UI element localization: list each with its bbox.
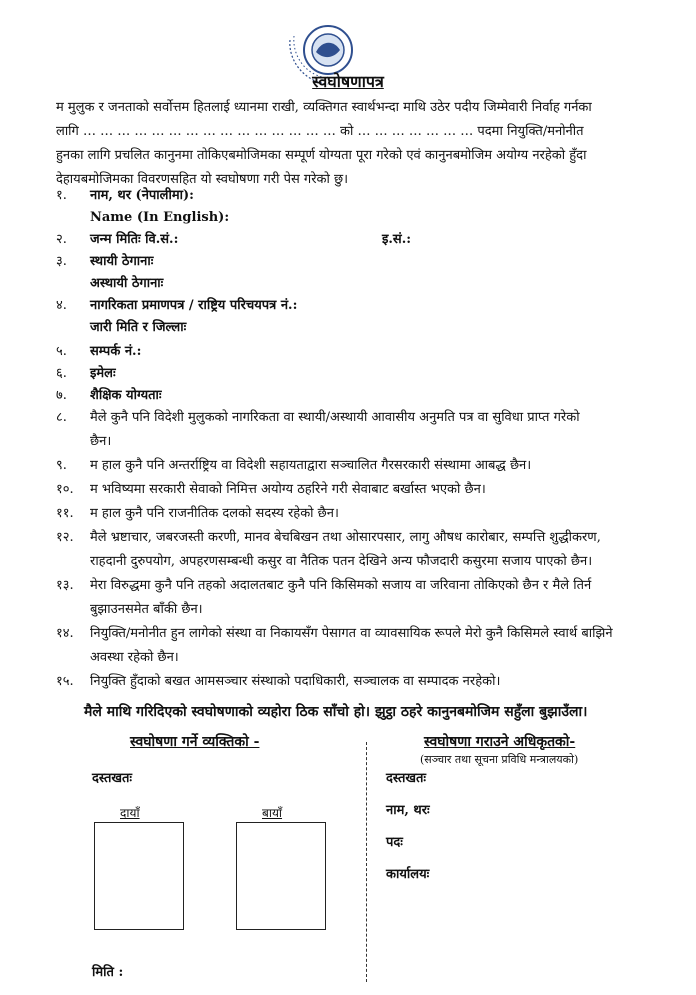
item-number: ७. [56,388,67,403]
statement-line: म हाल कुनै पनि अन्तर्राष्ट्रिय वा विदेशी सहायताद्वारा सञ्चालित गैरसरकारी संस्थामा आबद्ध छैन। [90,458,532,473]
statement-line: नियुक्ति हुँदाको बखत आमसञ्चार संस्थाको पदाधिकारी, सञ्चालक वा सम्पादक नरहेको। [90,674,501,689]
statement-10 [56,478,640,502]
field-label: अस्थायी ठेगानाः [90,276,164,291]
statement-line: नियुक्ति/मनोनीत हुन लागेको संस्था वा निकायसँग पेसागत वा व्यावसायिक रूपले मेरो कुनै किसिमले स्वार्थ बाझिने [90,626,613,641]
field-email [56,362,640,386]
item-number: ६. [56,366,67,381]
field-label: Name (In English): [90,210,230,225]
left-thumb-label: बायाँ [262,806,283,820]
field-label-ad: इ.सं.: [382,232,412,247]
field-name-english [56,206,640,230]
item-number: ४. [56,298,67,313]
field-temporary-address [56,272,640,296]
item-number: ३. [56,254,67,269]
field-label: नाम, थर (नेपालीमा): [90,188,194,203]
page-title: स्वघोषणापत्र [312,72,384,91]
item-number: १५. [56,674,74,689]
item-number: ९. [56,458,67,473]
date-label: मिति : [92,965,124,980]
statement-15 [56,670,640,694]
intro-line: हुनका लागि प्रचलित कानुनमा तोकिएबमोजिमका सम्पूर्ण योग्यता पूरा गरेको एवं कानुनबमोजिम अयोग्य नरहेको हुँदा [56,148,587,163]
right-thumbprint-box [94,822,184,930]
field-contact [56,340,640,364]
statement-9 [56,454,640,478]
field-issue-date-district [56,316,640,340]
field-label: शैक्षिक योग्यताः [90,388,162,403]
field-education [56,384,640,408]
item-number: १०. [56,482,74,497]
officer-post-label: पदः [386,835,403,850]
field-label: जारी मिति र जिल्लाः [90,320,187,335]
intro-line: म मुलुक र जनताको सर्वोत्तम हितलाई ध्यानमा राखी, व्यक्तिगत स्वार्थभन्दा माथि उठेर पदीय जिम्मेवारी निर्वाह गर्नका [56,100,592,115]
statement-8 [56,406,640,454]
field-label: जन्म मितिः वि.सं.: [90,232,179,247]
item-number: २. [56,232,67,247]
item-number: ८. [56,410,67,425]
item-number: १२. [56,530,74,545]
declaration-statement: मैले माथि गरिदिएको स्वघोषणाको व्यहोरा ठिक साँचो हो। झुट्ठा ठहरे कानुनबमोजिम सहुँला बुझाउँला। [84,704,588,720]
statement-line: मैले भ्रष्टाचार, जबरजस्ती करणी, मानव बेचबिखन तथा ओसारपसार, लागु औषध कारोबार, सम्पत्ति शुद्धीकरण, [90,530,601,545]
statement-11 [56,502,640,526]
officer-office-label: कार्यालयः [386,867,430,882]
signer-heading: स्वघोषणा गर्ने व्यक्तिको - [130,734,260,750]
statement-line: बुझाउनसमेत बाँकी छैन। [90,602,203,617]
statement-line: राहदानी दुरुपयोग, अपहरणसम्बन्धी कसुर वा नैतिक पतन देखिने अन्य फौजदारी कसुरमा सजाय पाएको छैन। [90,554,593,569]
statement-13 [56,574,640,622]
statement-line: मैले कुनै पनि विदेशी मुलुकको नागरिकता वा स्थायी/अस्थायी आवासीय अनुमति पत्र वा सुविधा प्राप्त गरेको [90,410,580,425]
statement-line: म भविष्यमा सरकारी सेवाको निमित्त अयोग्य ठहरिने गरी सेवाबाट बर्खास्त भएको छैन। [90,482,486,497]
field-citizenship [56,294,640,318]
intro-paragraph [56,96,636,192]
field-label: नागरिकता प्रमाणपत्र / राष्ट्रिय परिचयपत्र नं.: [90,298,298,313]
item-number: ११. [56,506,74,521]
item-number: ५. [56,344,67,359]
field-label: स्थायी ठेगानाः [90,254,154,269]
statement-line: मेरा विरुद्धमा कुनै पनि तहको अदालतबाट कुनै पनि किसिमको सजाय वा जरिवाना तोकिएको छैन र मैले तिर्न [90,578,592,593]
left-thumbprint-box [236,822,326,930]
field-birth-date [56,228,640,252]
item-number: १३. [56,578,74,593]
statement-12 [56,526,640,574]
statement-line: छैन। [90,434,112,449]
item-number: १. [56,188,67,203]
officer-heading: स्वघोषणा गराउने अधिकृतको- [424,734,576,750]
field-permanent-address [56,250,640,274]
officer-name-label: नाम, थरः [386,803,430,818]
right-thumb-label: दायाँ [120,806,140,820]
field-label: सम्पर्क नं.: [90,344,142,359]
statement-line: अवस्था रहेको छैन। [90,650,179,665]
column-divider [366,742,367,982]
statement-line: म हाल कुनै पनि राजनीतिक दलको सदस्य रहेको छैन। [90,506,339,521]
intro-line: देहायबमोजिमका विवरणसहित यो स्वघोषणा गरी पेस गरेको छु। [56,172,349,187]
officer-signature-label: दस्तखतः [386,771,427,786]
signer-signature-label: दस्तखतः [92,771,133,786]
field-name-nepali [56,184,640,208]
item-number: १४. [56,626,74,641]
intro-line: लागि … … … … … … … … … … … … … … … को … … … … … … … पदमा नियुक्ति/मनोनीत [56,124,584,139]
officer-ministry: (सञ्चार तथा सूचना प्रविधि मन्त्रालयको) [420,753,579,766]
statement-14 [56,622,640,670]
field-label: इमेलः [90,366,116,381]
